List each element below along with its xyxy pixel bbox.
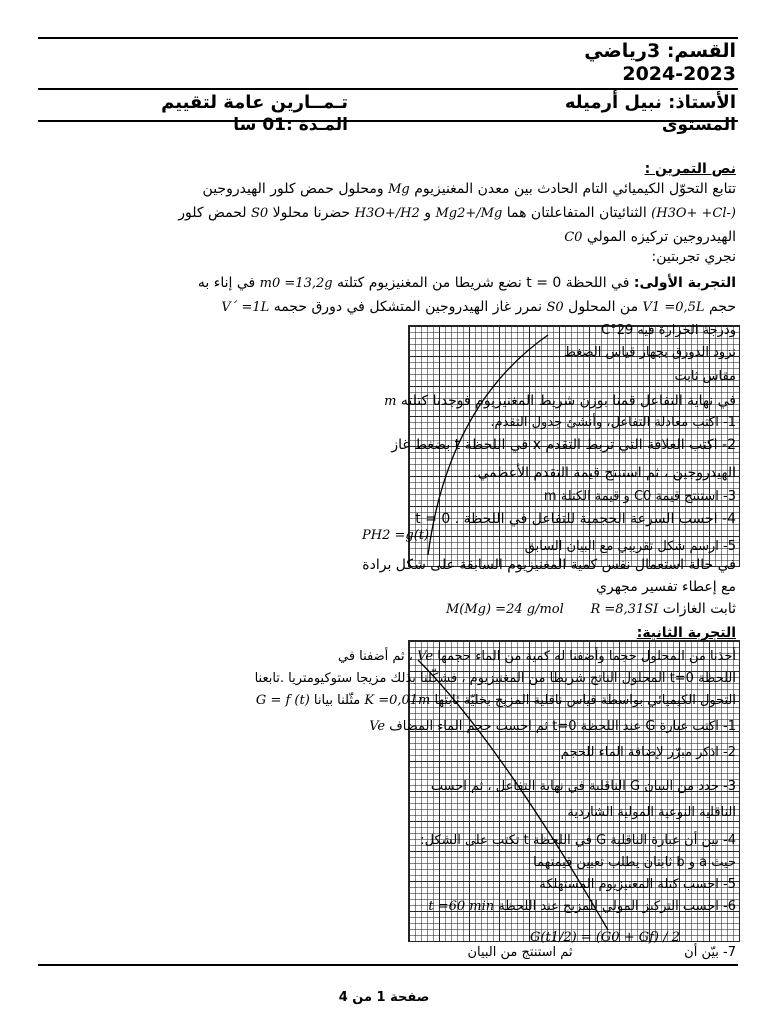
exp1-line-2: حجم V1 =0,5L من المحلول S0 نمرر غاز الهيدروجين المتشكل في دورق حجمه V´ =1L	[221, 299, 736, 315]
level-label: المستوى	[661, 115, 736, 135]
exp2-q7: 7- بيّن أن ثم استنتج من البيان	[467, 945, 736, 960]
exp1-q6: في حالة استعمال نفس كمية المغنيزيوم السابقة على شكل برادة	[362, 557, 736, 573]
half-formula: G(t1/2) = (G0 + Gf) / 2	[530, 930, 680, 945]
exp1-line-6: في نهاية التفاعل قمنا بوزن شريط المغنيزيوم فوجدنا كتلته m	[384, 393, 736, 409]
exp2-line-3: التحول الكيميائي بواسطة قياس ناقلية المزيج بخليّة ثابتها K =0,01m مثّلنا بيانا G = f (t)	[255, 693, 736, 708]
exp1-line-3: ودرجة الحرارة فيه 29°C	[601, 323, 736, 338]
intro-line-2: (H3O+ +Cl-) الثنائيتان المتفاعلتان هما Mg2+/Mg و H3O+/H2 حضرنا محلولا S0 لحمض كلور	[178, 205, 736, 221]
intro-line-3: الهيدروجين تركيزه المولي C0	[564, 229, 736, 245]
exp1-q4: 4- احسب السرعة الحجمية للتفاعل في اللحظة . t = 0	[415, 511, 736, 527]
teacher-name: الأستاذ: نبيل أرميله	[564, 92, 736, 113]
footer-rule	[38, 964, 738, 966]
exp2-q6: 6- احسب التركيز المولي للمزيج عند اللحظة t =60 min	[428, 899, 736, 914]
exp2-label: التجربة الثانية:	[636, 625, 736, 641]
exp2-q3b: الناقلية النوعية المولية الشاردية	[567, 805, 736, 820]
exp1-line-5: مقاس ثابت	[674, 369, 736, 384]
exp2-q2: 2- اذكر مبرّر لإضافة الماء للحجم	[560, 745, 736, 760]
school-year: 2024-2023	[622, 63, 736, 85]
exp1-q1: 1- اكتب معادلة التفاعل، وأنشئ جدول التقدم.	[490, 415, 736, 430]
exp1-line-1: التجربة الأولى: في اللحظة 0 = t نضع شريطا من المغنيزيوم كتلته m0 =13,2g في إناء به	[197, 275, 736, 291]
header-rule-2	[38, 120, 738, 122]
exp2-q1: 1- اكتب عبارة G عند اللحظة t=0 ثم احسب حجم الماء المضاف Ve	[369, 719, 736, 734]
exp2-q4b: حيث a و b ثابتان يطلب تعيين قيمتهما	[533, 855, 736, 870]
exp2-q3: 3- حدد من البيان G الناقلية في نهاية التفاعل ، ثم احسب	[430, 779, 736, 794]
document-title: تـمــارين عامة لتقييم	[161, 92, 348, 113]
section-label: القسم: 3رياضي	[584, 40, 736, 62]
exp2-line-1: أخذنا من المحلول حجما وأضفنا له كمية من الماء حجمها Ve ، ثم أضفنا في	[337, 649, 736, 664]
exercise-heading: نص التمرين :	[644, 161, 736, 177]
page-number: صفحة 1 من 4	[338, 990, 430, 1005]
exp2-q5: 5- احسب كتلة المغنيزيوم المستهلكة	[539, 877, 736, 892]
exp1-q2b: الهيدروجين ، ثم استنتج قيمة التقدم الأعظمي.	[473, 465, 736, 481]
exp1-q3: 3- استنتج قيمة C0 و قيمة الكتلة m	[543, 489, 736, 504]
exp1-q6b: مع إعطاء تفسير مجهري	[596, 579, 736, 595]
exp2-q4: 4- بين أن عبارة الناقلية G في اللحظة t تكتب على الشكل:	[420, 833, 736, 848]
exp1-q2: 2- اكتب العلاقة التي تربط التقدم x في اللحظة t بضغط غاز	[391, 437, 736, 453]
exp1-q5: 5- ارسم شكل تقريبي مع البيان السابق	[524, 539, 736, 554]
duration-label: المـدة :01 سا	[233, 115, 348, 135]
header-rule-1	[38, 88, 738, 90]
intro-line-4: نجري تجربتين:	[651, 249, 736, 265]
data-line: ثابت الغازات R =8,31SI M(Mg) =24 g/mol	[445, 601, 736, 617]
intro-line-1: تتابع التحوّل الكيميائي التام الحادث بين معدن المغنيزيوم Mg ومحلول حمض كلور الهيدروجين	[202, 181, 736, 197]
graph-1-label: PH2 =g(t)	[362, 528, 430, 543]
exp2-line-2: اللحظة t=0 المحلول الناتج شريطا من المغنيزيوم ، فشكّلنا بذلك مزيجا ستوكيومتريا .تابعنا	[254, 671, 736, 686]
header-rule-top	[38, 37, 738, 39]
exp1-line-4: نزود الدورق بجهاز قياس الضغط	[563, 345, 736, 360]
